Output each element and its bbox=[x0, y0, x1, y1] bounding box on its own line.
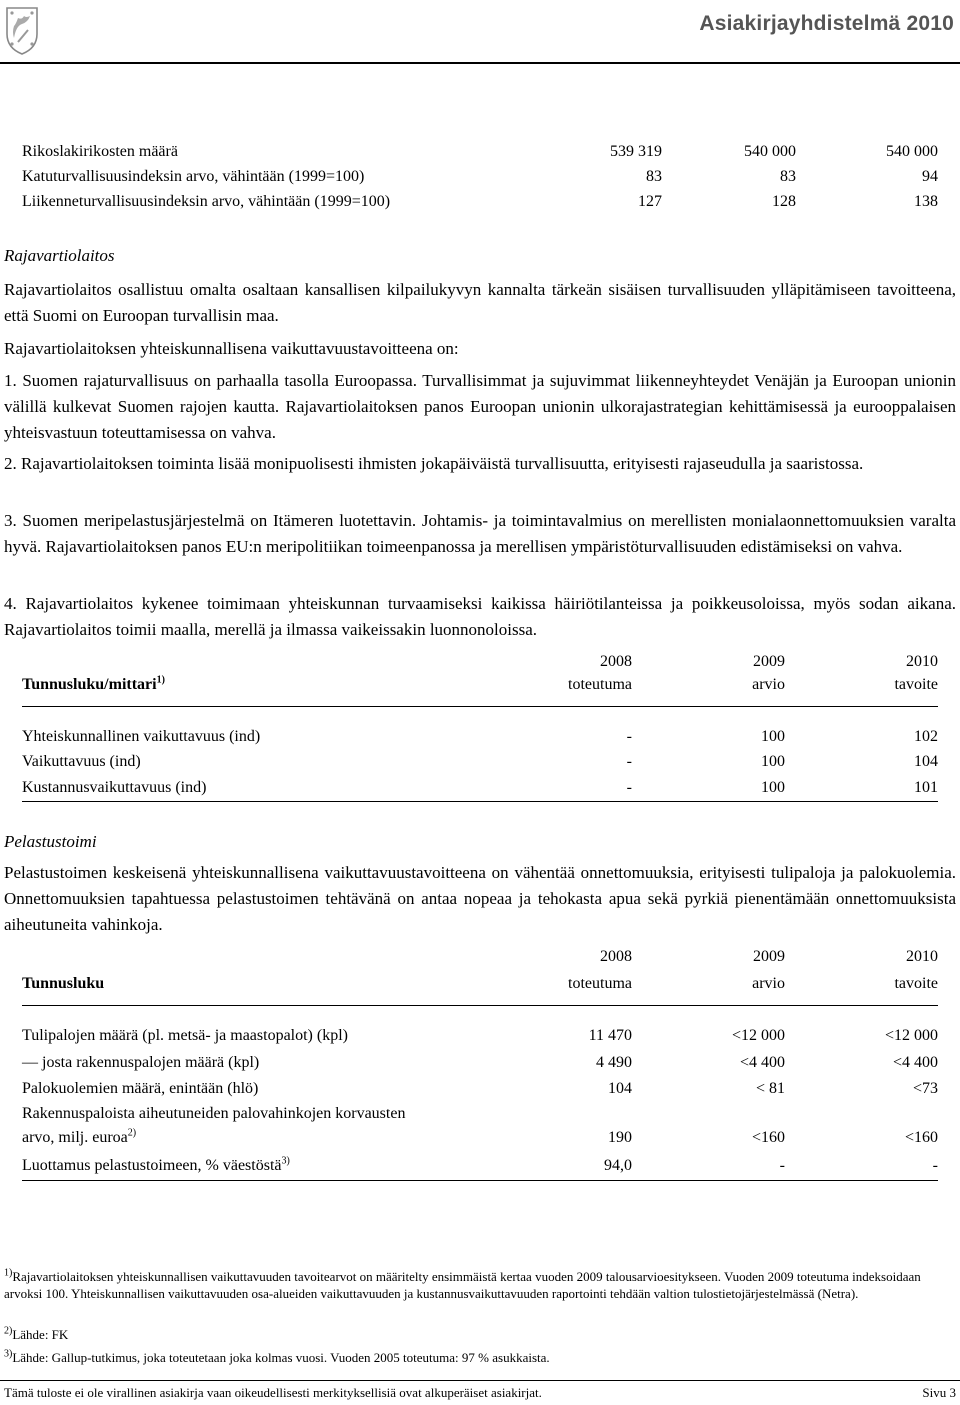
table-row bbox=[22, 191, 938, 213]
value-2010: <73 bbox=[912, 1080, 938, 1097]
paragraph: Rajavartiolaitoksen yhteiskunnallisena vaikuttavuustavoitteena on: bbox=[4, 339, 459, 358]
type-2008: toteutuma bbox=[568, 975, 632, 992]
table-row bbox=[22, 1052, 938, 1074]
row-label: Rikoslakirikosten määrä bbox=[22, 143, 178, 160]
value-2009: - bbox=[779, 1157, 785, 1174]
table-divider bbox=[22, 706, 938, 707]
value-2008: 83 bbox=[646, 168, 662, 185]
year-2008: 2008 bbox=[600, 653, 632, 670]
table-row bbox=[22, 1078, 938, 1100]
table-row bbox=[22, 141, 938, 163]
value-2010: 102 bbox=[914, 728, 938, 745]
document-title: Asiakirjayhdistelmä 2010 bbox=[699, 12, 954, 35]
year-2010: 2010 bbox=[906, 948, 938, 965]
footnote-1: $^{1)}$Rajavartiolaitoksen yhteiskunnallisen vaikuttavuuden tavoitearvot on määritelty ensimmäistä kertaa vuoden 2009 talousarvioesitykseen. Vuoden 2009 toteutuma indeksoidaan arvoksi 100. Yhteiskunnallisen vaikuttavuuden osa-alueiden vaikuttavuuden ja kustannusvaikuttavuuden raportointi tehdään valtion tulostietojärjestelmässä (Netra). bbox=[4, 1267, 921, 1301]
value-2008: 539 319 bbox=[610, 143, 662, 160]
table-row bbox=[22, 726, 938, 748]
table-row-label-line bbox=[22, 1103, 938, 1125]
table-header-label: Tunnusluku/mittari$^{1)}$ bbox=[22, 674, 165, 693]
row-label: Liikenneturvallisuusindeksin arvo, vähintään (1999=100) bbox=[22, 193, 391, 210]
value-2010: <4 400 bbox=[892, 1054, 938, 1071]
paragraph: 4. Rajavartiolaitos kykenee toimimaan yhteiskunnan turvaamiseksi kaikissa häiriötilanteissa ja poikkeusoloissa, myös sodan aikana. Rajavartiolaitos toimii maalla, merellä ja ilmassa vaikeissakin luonnonoloissa. bbox=[4, 594, 956, 639]
value-2010: <12 000 bbox=[884, 1027, 938, 1044]
value-2010: 104 bbox=[914, 753, 938, 770]
paragraph: 3. Suomen meripelastusjärjestelmä on Itämeren luotettavin. Johtamis- ja toimintavalmius on merellisten monialaonnettomuuksien varalta hyvä. Rajavartiolaitoksen panos EU:n meripolitiikan toimeenpanossa ja merellisen ympäristöturvallisuuden edistämiseksi on vahva. bbox=[4, 511, 956, 556]
row-label: Rakennuspaloista aiheutuneiden palovahinkojen korvausten bbox=[22, 1105, 406, 1122]
type-2010: tavoite bbox=[894, 975, 938, 992]
row-label: Luottamus pelastustoimeen, % väestöstä$^{3)}$ bbox=[22, 1155, 290, 1174]
table-header bbox=[22, 973, 938, 995]
value-2008: - bbox=[626, 753, 632, 770]
table-divider bbox=[22, 1005, 938, 1006]
footnote-2: $^{2)}$Lähde: FK bbox=[4, 1325, 69, 1342]
row-label: Kustannusvaikuttavuus (ind) bbox=[22, 779, 207, 796]
year-2009: 2009 bbox=[753, 653, 785, 670]
value-2009: 100 bbox=[761, 779, 785, 796]
value-2008: 127 bbox=[638, 193, 662, 210]
table-row bbox=[22, 1025, 938, 1047]
row-label: Yhteiskunnallinen vaikuttavuus (ind) bbox=[22, 728, 261, 745]
value-2008: - bbox=[626, 728, 632, 745]
value-2008: 4 490 bbox=[596, 1054, 632, 1071]
table-header-years bbox=[22, 651, 938, 673]
table-divider bbox=[22, 801, 938, 802]
value-2010: <160 bbox=[904, 1129, 938, 1146]
type-2010: tavoite bbox=[894, 676, 938, 693]
value-2009: <4 400 bbox=[739, 1054, 785, 1071]
value-2010: 94 bbox=[922, 168, 938, 185]
paragraph: Pelastustoimen keskeisenä yhteiskunnallisena vaikuttavuustavoitteena on vähentää onnettomuuksia, erityisesti tulipaloja ja palokuolemia. Onnettomuuksien tapahtuessa pelastustoimen tehtävänä on antaa nopeaa ja tehokasta apua sekä pyrkiä pienentämään onnettomuuksista aiheutuneita vahinkoja. bbox=[4, 863, 956, 934]
value-2008: 190 bbox=[608, 1129, 632, 1146]
value-2009: 128 bbox=[772, 193, 796, 210]
type-2009: arvio bbox=[752, 975, 785, 992]
value-2009: <12 000 bbox=[731, 1027, 785, 1044]
value-2008: 94,0 bbox=[604, 1157, 632, 1174]
row-label: — josta rakennuspalojen määrä (kpl) bbox=[22, 1054, 260, 1071]
table-header-label: Tunnusluku bbox=[22, 975, 105, 992]
footer-divider bbox=[0, 1380, 960, 1381]
year-2010: 2010 bbox=[906, 653, 938, 670]
row-label: Vaikuttavuus (ind) bbox=[22, 753, 141, 770]
table-row bbox=[22, 1127, 938, 1149]
page-number: Sivu 3 bbox=[922, 1385, 956, 1400]
value-2010: - bbox=[932, 1157, 938, 1174]
footnote-3: $^{3)}$Lähde: Gallup-tutkimus, joka toteutetaan joka kolmas vuosi. Vuoden 2005 toteutuma: 97 % asukkaista. bbox=[4, 1348, 550, 1365]
value-2010: 101 bbox=[914, 779, 938, 796]
row-label: arvo, milj. euroa$^{2)}$ bbox=[22, 1127, 137, 1146]
row-label: Palokuolemien määrä, enintään (hlö) bbox=[22, 1080, 259, 1097]
footer-note: Tämä tuloste ei ole virallinen asiakirja vaan oikeudellisesti merkityksellisiä ovat alkuperäiset asiakirjat. bbox=[4, 1385, 542, 1400]
table-row bbox=[22, 1155, 938, 1177]
row-label: Katuturvallisuusindeksin arvo, vähintään (1999=100) bbox=[22, 168, 365, 185]
table-row bbox=[22, 166, 938, 188]
value-2009: 100 bbox=[761, 753, 785, 770]
value-2009: < 81 bbox=[755, 1080, 785, 1097]
paragraph: Rajavartiolaitos osallistuu omalta osaltaan kansallisen kilpailukyvyn kannalta tärkeän sisäisen turvallisuuden ylläpitämiseen tavoitteena, että Suomi on Euroopan turvallisin maa. bbox=[4, 280, 956, 325]
type-2008: toteutuma bbox=[568, 676, 632, 693]
header-divider bbox=[0, 62, 960, 64]
table-header bbox=[22, 674, 938, 696]
value-2009: 83 bbox=[780, 168, 796, 185]
value-2008: - bbox=[626, 779, 632, 796]
paragraph: 2. Rajavartiolaitoksen toiminta lisää monipuolisesti ihmisten jokapäiväistä turvallisuutta, erityisesti rajaseudulla ja saaristossa. bbox=[4, 454, 864, 473]
table-row bbox=[22, 777, 938, 799]
row-label: Tulipalojen määrä (pl. metsä- ja maastopalot) (kpl) bbox=[22, 1027, 348, 1044]
value-2008: 11 470 bbox=[588, 1027, 632, 1044]
value-2008: 104 bbox=[608, 1080, 632, 1097]
section-heading: Rajavartiolaitos bbox=[4, 246, 115, 265]
year-2008: 2008 bbox=[600, 948, 632, 965]
coat-of-arms-logo bbox=[4, 4, 40, 56]
value-2010: 138 bbox=[914, 193, 938, 210]
table-header-years bbox=[22, 946, 938, 968]
value-2009: <160 bbox=[751, 1129, 785, 1146]
table-divider bbox=[22, 1180, 938, 1181]
table-row bbox=[22, 751, 938, 773]
year-2009: 2009 bbox=[753, 948, 785, 965]
section-heading: Pelastustoimi bbox=[4, 832, 97, 851]
value-2009: 540 000 bbox=[744, 143, 796, 160]
paragraph: 1. Suomen rajaturvallisuus on parhaalla tasolla Euroopassa. Turvallisimmat ja sujuvimmat liikenneyhteydet Venäjän ja Euroopan unionin välillä kulkevat Suomen rajojen kautta. Rajavartiolaitoksen panos Euroopan unionin ulkorajastrategian kehittämisessä ja eurooppalaisen yhteisvastuun toteuttamisessa on vahva. bbox=[4, 371, 956, 442]
value-2009: 100 bbox=[761, 728, 785, 745]
value-2010: 540 000 bbox=[886, 143, 938, 160]
type-2009: arvio bbox=[752, 676, 785, 693]
